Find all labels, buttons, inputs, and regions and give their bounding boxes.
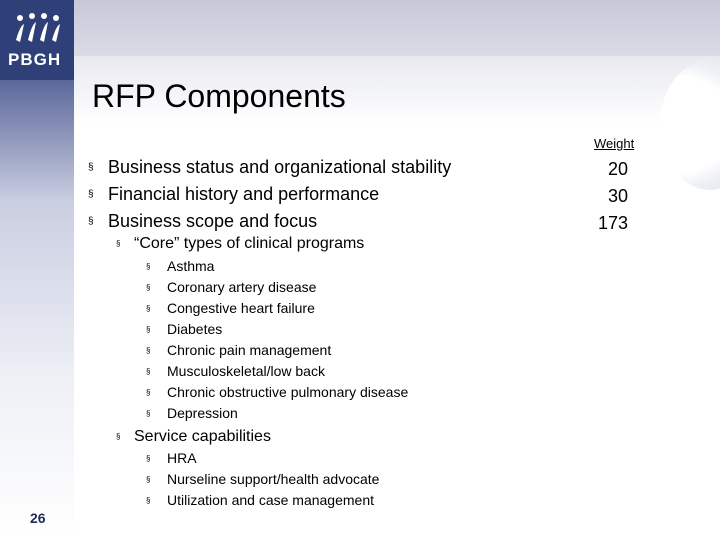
bullet-icon: §	[116, 432, 121, 441]
list-item	[146, 277, 408, 298]
list-item-text: Business scope and focus	[108, 211, 318, 231]
slide-title: RFP Components	[92, 78, 346, 114]
bullet-icon: §	[88, 162, 94, 173]
list-item-text: Diabetes	[167, 321, 223, 337]
list-item-text: Coronary artery disease	[167, 279, 317, 295]
bullet-icon: §	[146, 283, 151, 292]
list-item	[146, 403, 408, 424]
list-item	[146, 490, 379, 511]
bullet-icon: §	[146, 409, 151, 418]
list-item	[88, 181, 451, 208]
list-item	[88, 154, 451, 181]
list-item-text: Business status and organizational stability	[108, 157, 452, 177]
core-heading	[116, 233, 364, 255]
bullet-icon: §	[88, 216, 94, 227]
list-item	[146, 298, 408, 319]
list-item-text: Nurseline support/health advocate	[167, 471, 380, 487]
weight-value: 20	[607, 159, 628, 179]
list-item-text: Depression	[167, 405, 238, 421]
service-heading-text: Service capabilities	[134, 428, 271, 445]
bullet-icon: §	[146, 388, 151, 397]
page-number: 26	[30, 510, 46, 526]
bullet-icon: §	[146, 454, 151, 463]
list-item	[146, 340, 408, 361]
bullet-icon: §	[146, 496, 151, 505]
list-item	[146, 319, 408, 340]
service-heading-list	[116, 426, 271, 448]
weight-value: 30	[607, 186, 628, 206]
core-heading-list	[116, 233, 364, 255]
weights-column	[596, 156, 628, 237]
list-item	[146, 469, 379, 490]
list-item-text: Chronic obstructive pulmonary disease	[167, 384, 409, 400]
bullet-icon: §	[146, 367, 151, 376]
service-list	[146, 448, 379, 511]
list-item-text: Chronic pain management	[167, 342, 332, 358]
bullet-icon: §	[116, 239, 121, 248]
main-list	[88, 154, 451, 235]
top-bar	[74, 0, 720, 56]
core-programs-list	[146, 256, 408, 424]
list-item	[146, 256, 408, 277]
list-item-text: Utilization and case management	[167, 492, 375, 508]
bullet-icon: §	[146, 325, 151, 334]
logo-text: PBGH	[8, 50, 62, 69]
list-item	[146, 448, 379, 469]
list-item-text: Financial history and performance	[108, 184, 380, 204]
weight-header: Weight	[594, 136, 635, 151]
list-item-text: Asthma	[167, 258, 215, 274]
bullet-icon: §	[146, 262, 151, 271]
list-item	[146, 382, 408, 403]
core-heading-text: “Core” types of clinical programs	[134, 235, 365, 252]
list-item-text: Congestive heart failure	[167, 300, 315, 316]
service-heading	[116, 426, 271, 448]
list-item-text: HRA	[167, 450, 197, 466]
bullet-icon: §	[146, 346, 151, 355]
sidebar-band	[0, 0, 74, 540]
list-item	[146, 361, 408, 382]
bullet-icon: §	[88, 189, 94, 200]
weight-value: 173	[597, 213, 628, 233]
bullet-icon: §	[146, 304, 151, 313]
list-item-text: Musculoskeletal/low back	[167, 363, 325, 379]
bullet-icon: §	[146, 475, 151, 484]
list-item	[88, 208, 451, 235]
